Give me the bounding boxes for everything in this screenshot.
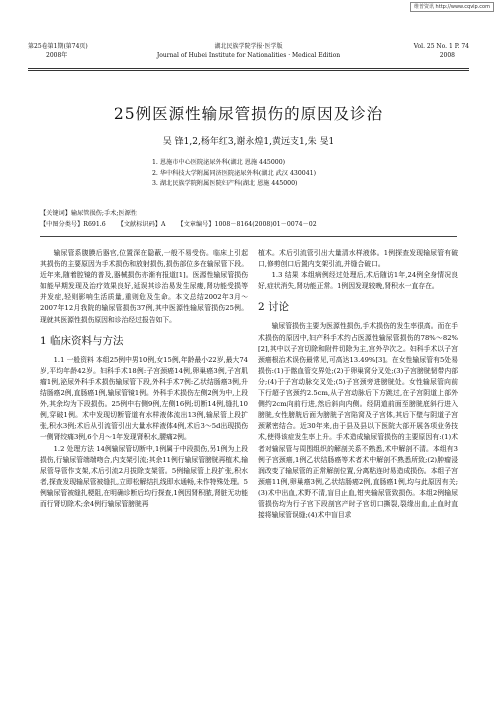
article-title: 25例医源性输尿管损伤的原因及诊治 [113,105,384,123]
affiliation: 1. 恩施市中心医院泌尿外科(湖北 恩施 445000) [152,159,286,166]
source-stamp: 维普资讯 http://www.cqvip.com [410,2,494,12]
section-heading: 2 讨论 [258,301,290,314]
section-heading: 1 临床资料与方法 [40,334,124,347]
running-header [28,42,469,68]
body-paragraph: 输尿管损伤主要为医源性损伤,手术损伤的发生率很高。而在手术损伤的原因中,妇产科手术约占医源性输尿管损伤的78%～82%[2],其中以子宫切除和附件切除为主,宫外孕次之。妇科手术以子宫颈癌根治术误伤最常见,可高达13.49%[3]。在女性输尿管有5处易损伤:(1)于髂血管交界处;(2)于卵巢窝分叉处;(3)子宫膀胱韧带内部分;(4)于子宫动脉交叉处;(5)子宫颈旁进膀胱处。女性输尿管向前下行超子宫颈约2.5cm,从子宫动脉后下方跳过,在子宫阴道上部外侧约2cm向前行进,然后斜向内侧。经阴道前面至膀胱底斜行进入膀胱,女性膀胱后面为膀胱子宫陷窝及子宫体,其后下壁与阴道子宫颈紧密结合。近30年来,由于县及县以下医院大部开展各项业务技术,使得该症发生率上升。手术造成输尿管损伤的主要原因有:(1)术者对输尿管与周围组织的解剖关系不熟悉,术中解剖不清。本组有3例子宫颈癌,1例乙状结肠癌等术者术中解剖不熟悉所致;(2)肿瘤浸润改变了输尿管的正常解剖位置,分离粘连时易造成损伤。本组子宫颈癌11例,卵巢癌3例,乙状结肠癌2例,直肠癌1例,均与此原因有关;(3)术中出血,术野不清,盲目止血,钳夹输尿管致损伤。本组2例输尿管损伤均为行子宫下段剖宫产时子宫切口撕裂,裂缘出血,止血时直接将输尿管误缝;(4)术中盲目求 [258,322,458,520]
author-list: 吴 锋1,2,杨年红3,谢永煌1,黄远支1,朱 旻1 [162,137,335,147]
body-paragraph: 1.1 一般资料 本组25例中男10例,女15例,年龄最小22岁,最大74岁,平均年龄42岁。妇科手术18例:子宫颈癌14例,卵巢癌3例,子宫肌瘤1例,泌尿外科手术损伤输尿管下段,外科手术7例:乙状结肠癌3例,升结肠癌2例,直肠癌1例,输尿管镜1例。外科手术损伤左侧2例为中,上段外,其余均为下段损伤。25例中右侧9例,左侧16例;切断14例,缝扎10例,穿破1例。术中发现切断管道有水样液体流出13例,输尿管上段扩张,积水3例;术后从引流管引出大量水样液体4例,术后3～5d出现损伤一侧肾绞痛3例,6个月～1年发现肾积水,腰痛2例。 [40,355,248,442]
affiliation: 2. 华中科技大学附属同济医院泌尿外科(湖北 武汉 430041) [152,169,317,177]
header-year: 2008年 [46,52,68,59]
keyword-block [40,208,327,230]
left-column [40,248,248,510]
right-column [258,248,458,521]
keywords: 【关键词】输尿管损伤;手术;医源性 [40,210,137,217]
body-paragraph: 植术。术后引流管引出大量清水样液体。1例探查发现输尿管有破口,修剪创口后置内支架引流,并缝合破口。 [258,249,458,269]
journal-name: 湖北民族学院学报·医学版 [214,43,283,50]
header-vol-en: Vol. 25 No. 1 P. 74 [413,43,469,50]
header-volume: 第25卷第1期(第74页) [28,43,88,50]
affiliations [152,158,316,190]
clc-number: 【中图分类号】R691.6 [40,221,106,228]
intro-paragraph: 输尿管系腹膜后器官,位置深在隐蔽,一般不易受伤。临床上引起其损伤的主要原因为手术损伤和放射损伤,损伤部位多在输尿管下段。近年来,随着腔镜的普及,器械损伤亦渐有报道[1]。医源性输尿管损伤如能早期发现及治疗效果良好,延误其诊治易发生尿瘘,肾功能受损等并发症,轻则影响生活质量,重则危及生命。本文总结2002年3月～2007年12月我院的输尿管损伤37例,其中医源性输尿管损伤25例。现就其医源性损伤原因和诊治经过报告如下。 [40,249,248,324]
affiliation: 3. 湖北民族学院附属医院妇产科(湖北 恩施 445000) [152,180,298,187]
header-rule [28,68,469,71]
article-number: 【文章编号】1008－8164(2008)01－0074－02 [177,221,317,228]
journal-name-en: Journal of Hubei Institute for Nationalities · Medical Edition [156,52,341,59]
document-code: 【文献标识码】A [117,221,166,228]
header-year-en: 2008 [439,52,455,59]
body-paragraph: 1.2 处理方法 14例输尿管切断中,1例属于中段损伤,另1例为上段损伤,行输尿管端端吻合,内支架引流;其余11例行输尿管膀胱再植术,输尿管导管作支架,术后引流2月拔除支架管。5例输尿管上段扩张,积水者,探查发现输尿管被缝扎,立即松解结扎线即水通畅,未作特殊处理。5例输尿管被缝扎梗阻,在明确诊断后均行探查,1例因肾积脓,肾脏无功能而行肾切除术;余4例行输尿管膀胱再 [40,444,248,508]
body-paragraph: 1.3 结果 本组病例经过处理后,术后随访1年,24例全身情况良好,症状消失,肾功能正常。1例因发现较晚,肾积水一直存在。 [258,271,458,291]
divider [40,236,457,237]
